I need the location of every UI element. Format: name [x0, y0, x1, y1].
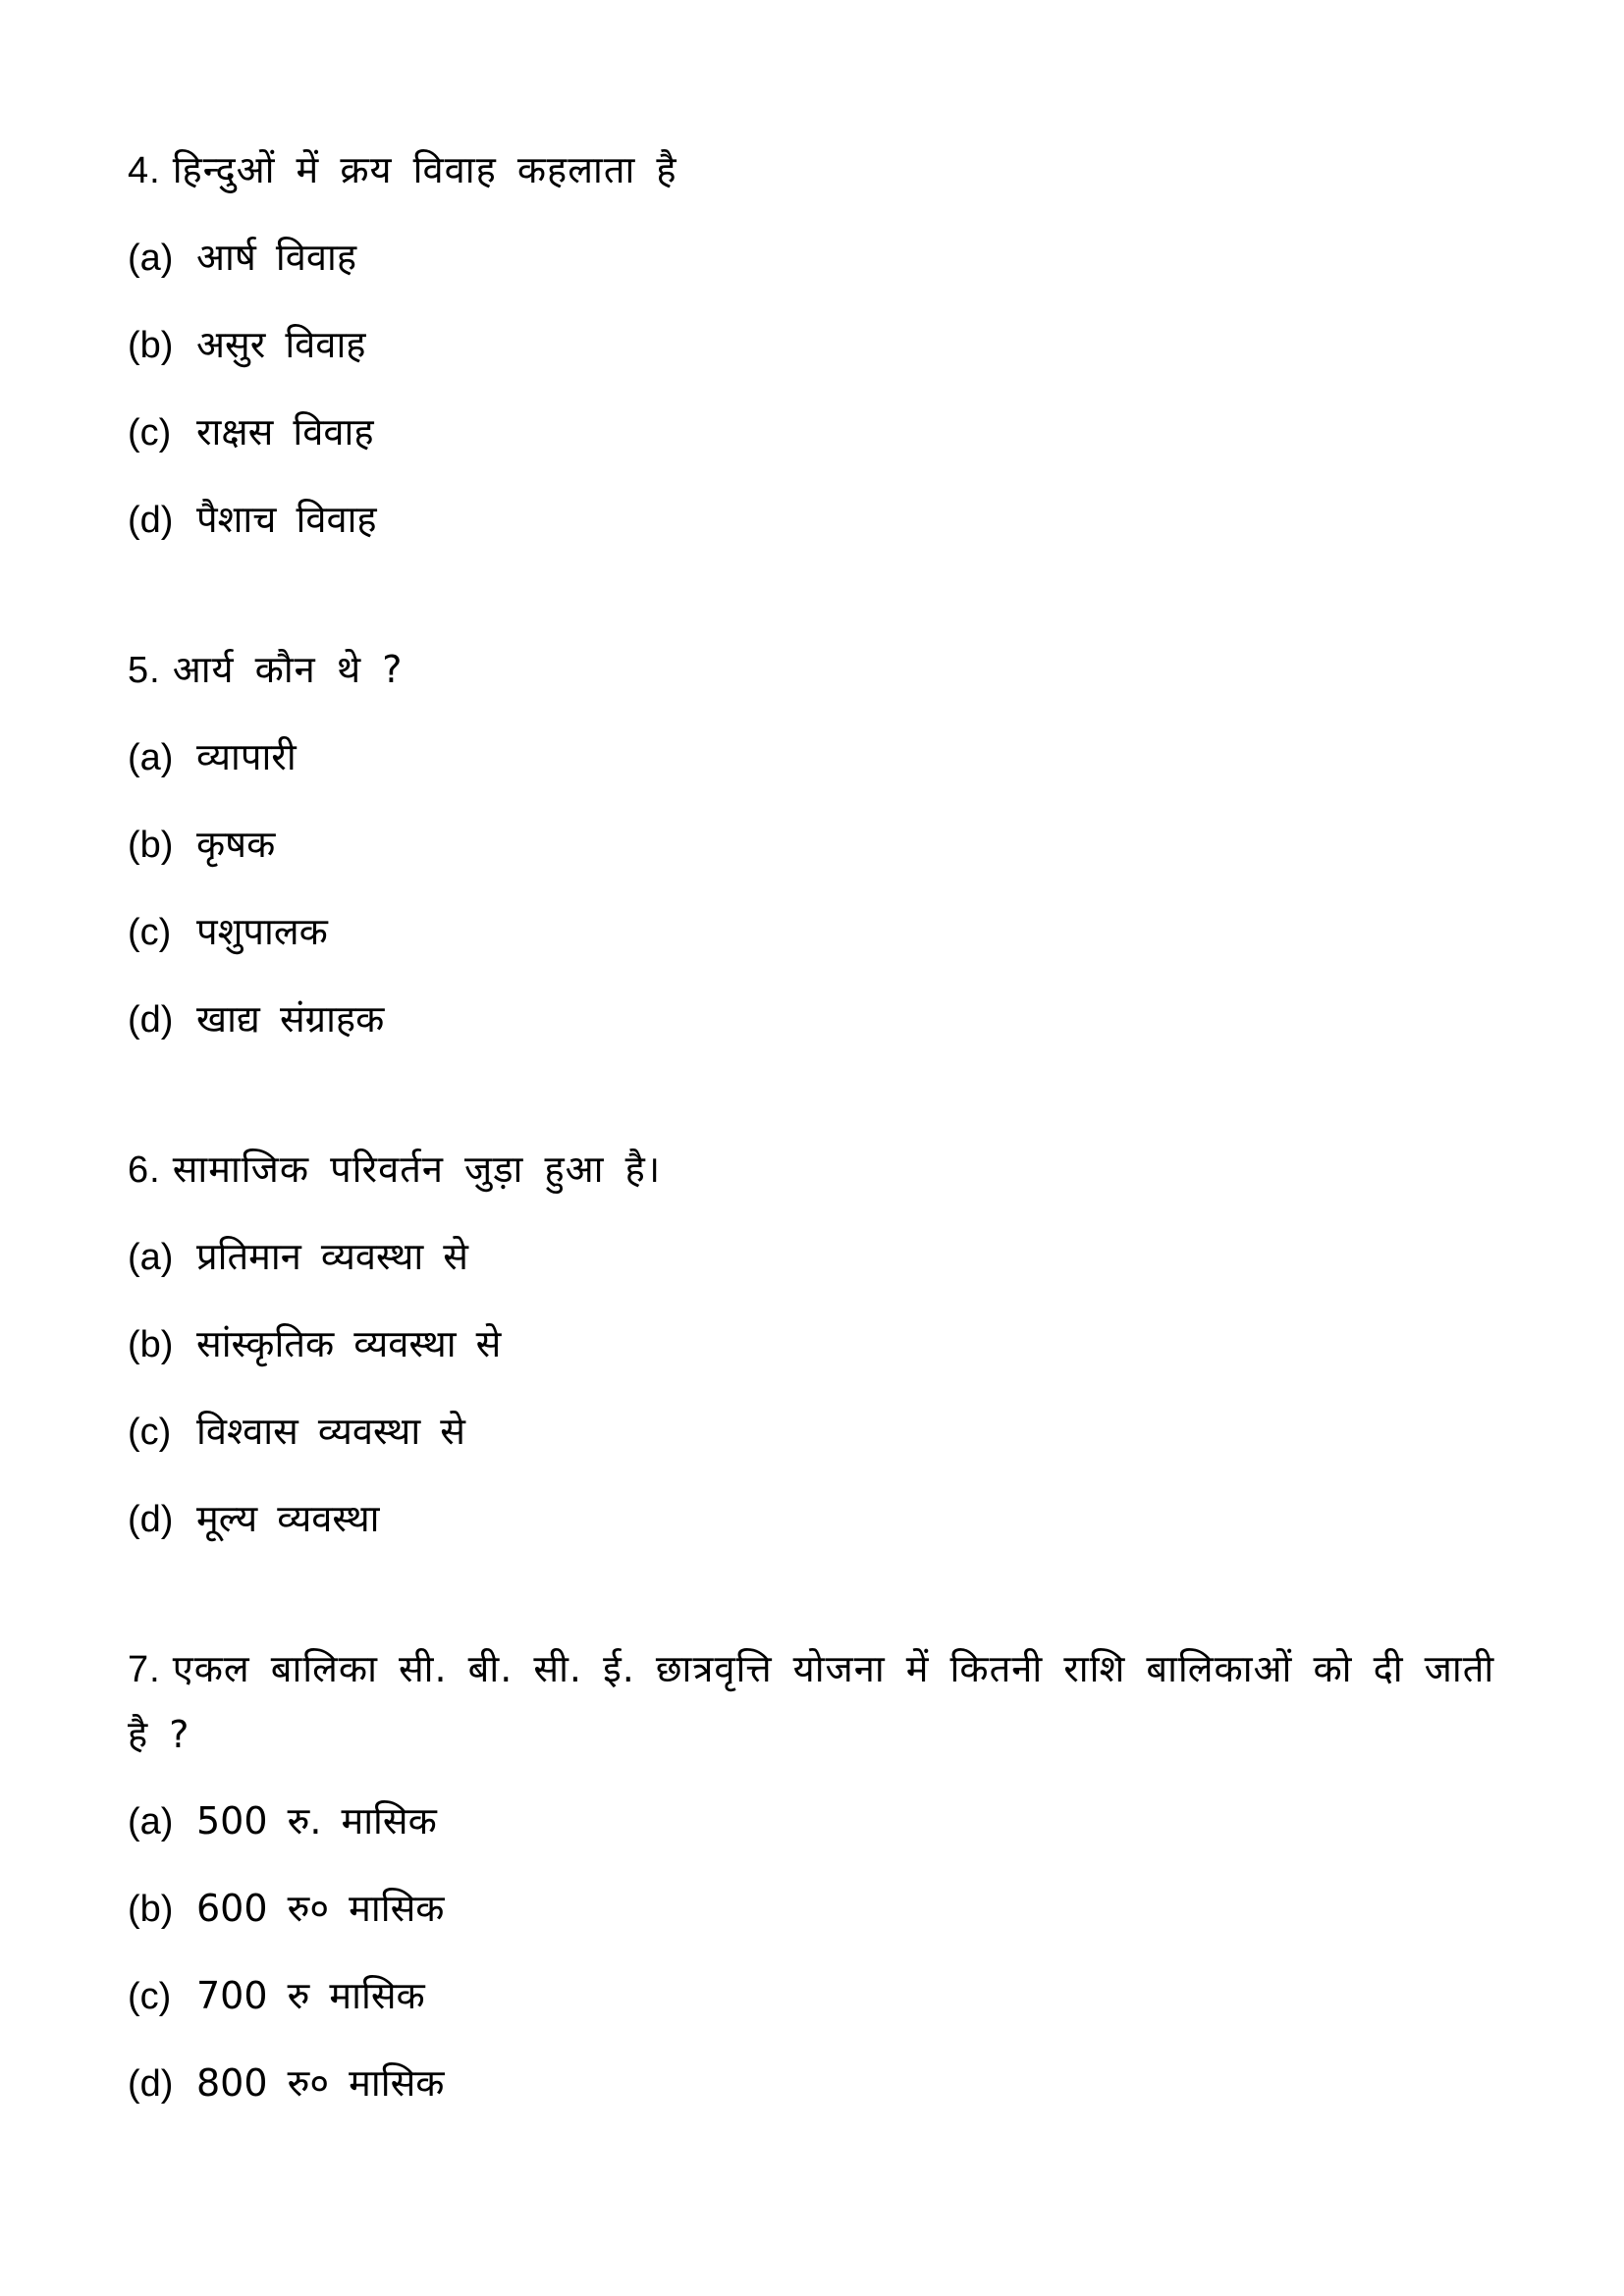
option-label: (d) [128, 2063, 174, 2105]
question-number: 6. [128, 1149, 161, 1191]
option-d [128, 2051, 1502, 2116]
option-label: (c) [128, 1976, 172, 2017]
option-d [128, 1486, 1502, 1552]
option-label: (d) [128, 999, 174, 1041]
option-label: (d) [128, 500, 174, 541]
option-a [128, 724, 1502, 790]
option-label: (b) [128, 1324, 174, 1365]
option-label: (a) [128, 238, 174, 279]
option-text: 700 रु मासिक [196, 1974, 425, 2017]
option-text: कृषक [196, 823, 276, 866]
option-c [128, 1399, 1502, 1465]
option-text: 500 रु. मासिक [196, 1799, 437, 1842]
option-label: (c) [128, 1412, 172, 1453]
option-text: राक्षस विवाह [196, 410, 374, 454]
option-text: आर्ष विवाह [196, 236, 356, 279]
option-text: पैशाच विवाह [196, 498, 377, 541]
option-c [128, 400, 1502, 465]
question-text [128, 1636, 1502, 1767]
option-a [128, 225, 1502, 291]
option-a [128, 1224, 1502, 1290]
option-b [128, 1876, 1502, 1942]
options-list [128, 225, 1502, 553]
question-text [128, 137, 1502, 203]
option-b [128, 312, 1502, 378]
option-label: (a) [128, 1801, 174, 1842]
option-label: (d) [128, 1499, 174, 1540]
question-number: 4. [128, 150, 161, 191]
option-c [128, 1963, 1502, 2029]
question-text [128, 1137, 1502, 1202]
option-text: सांस्कृतिक व्यवस्था से [196, 1322, 502, 1365]
options-list [128, 1224, 1502, 1552]
option-text: व्यापारी [196, 735, 297, 778]
option-text: प्रतिमान व्यवस्था से [196, 1235, 468, 1278]
option-label: (c) [128, 912, 172, 953]
option-c [128, 899, 1502, 965]
option-label: (a) [128, 1237, 174, 1278]
option-text: मूल्य व्यवस्था [196, 1497, 380, 1540]
question-stem: हिन्दुओं में क्रय विवाह कहलाता है [172, 148, 677, 191]
option-d [128, 987, 1502, 1052]
question-number: 7. [128, 1649, 161, 1690]
option-text: 600 रु० मासिक [196, 1887, 445, 1930]
question-4 [128, 137, 1502, 553]
option-label: (b) [128, 1889, 174, 1930]
question-stem: एकल बालिका सी. बी. सी. ई. छात्रवृत्ति योजना में कितनी राशि बालिकाओं को दी जाती है ? [128, 1647, 1495, 1756]
question-stem: आर्य कौन थे ? [172, 648, 404, 691]
option-text: विश्वास व्यवस्था से [196, 1410, 465, 1453]
option-a [128, 1789, 1502, 1854]
question-6 [128, 1137, 1502, 1552]
option-b [128, 812, 1502, 878]
question-text [128, 637, 1502, 703]
question-7 [128, 1636, 1502, 2116]
question-stem: सामाजिक परिवर्तन जुड़ा हुआ है। [172, 1148, 662, 1191]
options-list [128, 1789, 1502, 2116]
options-list [128, 724, 1502, 1052]
question-number: 5. [128, 650, 161, 691]
option-label: (a) [128, 737, 174, 778]
document-page [128, 137, 1502, 2201]
option-text: खाद्य संग्राहक [196, 997, 385, 1041]
option-b [128, 1311, 1502, 1377]
question-5 [128, 637, 1502, 1052]
option-d [128, 487, 1502, 553]
option-text: असुर विवाह [196, 323, 366, 366]
option-label: (c) [128, 412, 172, 454]
option-label: (b) [128, 825, 174, 866]
option-text: पशुपालक [196, 910, 328, 953]
option-label: (b) [128, 325, 174, 366]
option-text: 800 रु० मासिक [196, 2061, 445, 2105]
